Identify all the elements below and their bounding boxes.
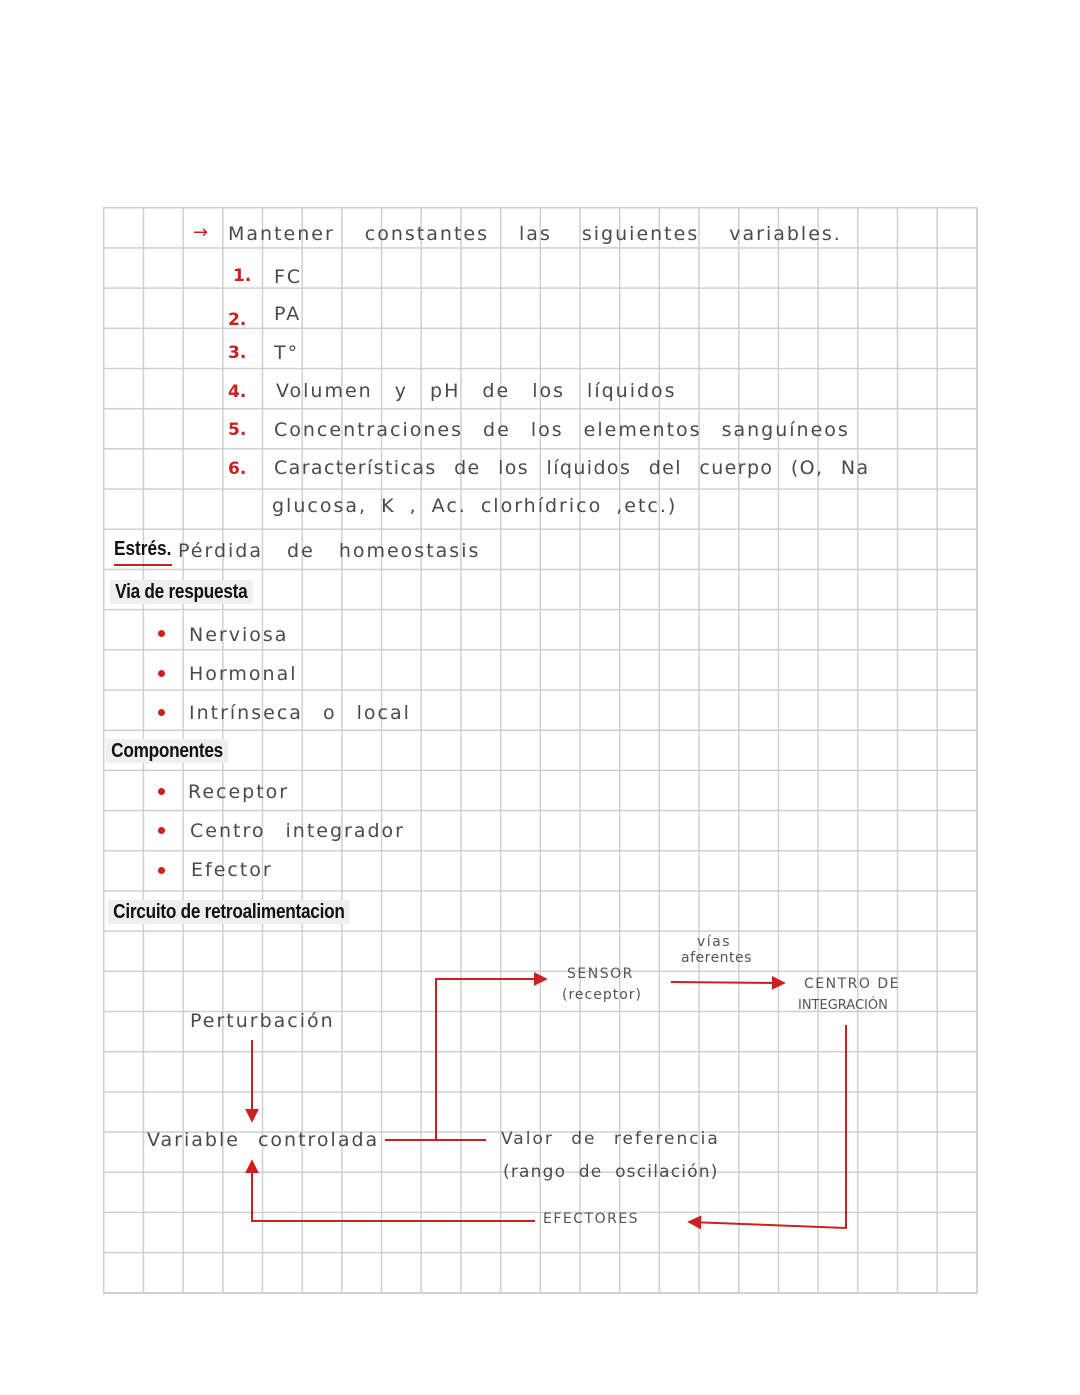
list-item: FC [274, 266, 303, 288]
variable-controlada-label: Variable controlada [147, 1129, 380, 1151]
estres-heading: Estrés. [114, 538, 172, 560]
efectores-label: EFECTORES [543, 1211, 640, 1227]
arrow-junction-to-sensor [436, 979, 545, 1140]
centro-sublabel: INTEGRACIÓN [798, 998, 888, 1013]
intro-text: Mantener constantes las siguientes variables. [228, 223, 842, 245]
centro-label: CENTRO DE [804, 976, 900, 992]
list-item: PA [274, 303, 302, 325]
circuito-heading: Circuito de retroalimentacion [108, 900, 350, 924]
rango-oscilacion-label: (rango de oscilación) [503, 1162, 719, 1182]
list-number: 4. [228, 382, 247, 402]
list-item: T° [274, 342, 300, 364]
vias-sublabel: aferentes [681, 950, 752, 966]
estres-definition: Pérdida de homeostasis [178, 540, 481, 562]
list-number: 3. [228, 343, 247, 363]
via-item: Hormonal [189, 663, 298, 685]
arrow-sensor-to-centro [671, 982, 783, 983]
perturbacion-label: Perturbación [190, 1010, 335, 1032]
via-item: Intrínseca o local [189, 702, 411, 724]
list-number: 1. [233, 266, 252, 286]
via-heading: Via de respuesta [110, 580, 253, 604]
valor-referencia-label: Valor de referencia [501, 1129, 720, 1149]
sensor-label: SENSOR [567, 966, 634, 982]
list-number: 5. [228, 420, 247, 440]
bullet-arrow-icon: → [193, 222, 209, 243]
via-item: Nerviosa [189, 624, 289, 646]
arrow-efectores-to-variable [252, 1162, 535, 1221]
componentes-heading: Componentes [106, 739, 228, 763]
componente-item: Receptor [188, 781, 290, 803]
list-item: Concentraciones de los elementos sanguíneos [274, 419, 850, 441]
list-number: 2. [228, 310, 247, 330]
list-item-continuation: glucosa, K , Ac. clorhídrico ,etc.) [272, 495, 678, 517]
sensor-sublabel: (receptor) [562, 987, 642, 1003]
list-item: Características de los líquidos del cuerpo (O, Na [274, 457, 870, 479]
componente-item: Centro integrador [190, 820, 405, 842]
vias-label: vías [697, 934, 732, 950]
componente-item: Efector [191, 859, 273, 881]
list-number: 6. [228, 459, 247, 479]
list-item: Volumen y pH de los líquidos [276, 380, 677, 402]
arrow-centro-to-efectores [690, 1025, 846, 1228]
